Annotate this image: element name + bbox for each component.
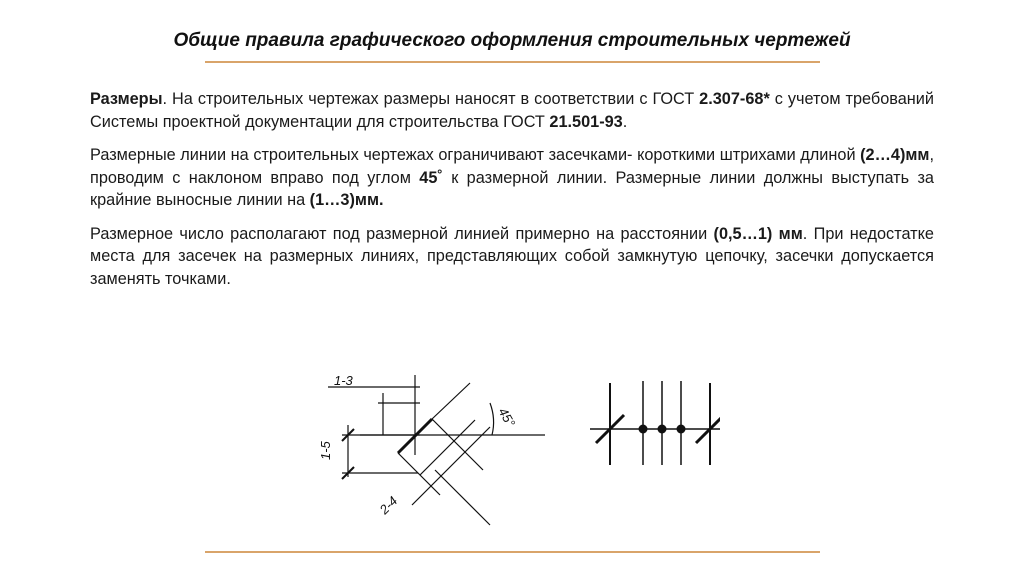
- body-text: [90, 88, 934, 301]
- paragraph-dimension-number: [90, 223, 934, 291]
- paragraph-dimensions: [90, 88, 934, 133]
- label-offset: 1-5: [318, 441, 333, 460]
- value-highlight: (2…4)мм: [860, 146, 930, 164]
- text-fragment: с учетом требований Системы проектной документации для строительства ГОСТ: [90, 90, 934, 131]
- title-divider: [205, 61, 820, 63]
- label-extension: 1-3: [334, 373, 353, 388]
- text-fragment: .: [622, 112, 628, 131]
- tick-length-dim: [435, 470, 490, 525]
- label-angle: 45°: [495, 405, 519, 430]
- tick-offset-line: [432, 419, 483, 470]
- gost-number: 2.307-68*: [699, 90, 770, 108]
- chain-dot: [639, 425, 648, 434]
- gost-number: 21.501-93: [549, 112, 623, 131]
- tick-length-line: [420, 420, 475, 475]
- chain-dots: [639, 425, 686, 434]
- chain-dot: [658, 425, 667, 434]
- text-fragment: Размерные линии на строительных чертежах ограничивают засечками- короткими штрихами длиной: [90, 146, 861, 164]
- term-dimensions: Размеры: [90, 90, 163, 108]
- dimension-illustration: [300, 365, 720, 550]
- value-highlight: 45˚: [419, 168, 443, 187]
- page-title: Общие правила графического оформления строительных чертежей: [173, 30, 851, 51]
- text-fragment: . На строительных чертежах размеры наносят в соответствии с ГОСТ: [162, 90, 700, 108]
- angle-ray: [432, 383, 470, 419]
- value-highlight: (0,5…1) мм: [713, 224, 803, 243]
- angle-arc: [490, 403, 494, 435]
- value-highlight: (1…3)мм.: [309, 191, 384, 209]
- label-tick: 2-4: [376, 493, 401, 518]
- text-fragment: к размерной линии. Размерные линии должны выступать за крайние выносные линии на: [90, 168, 934, 209]
- text-fragment: , проводим с наклоном вправо под углом: [90, 146, 934, 187]
- chain-dot: [677, 425, 686, 434]
- text-fragment: . При недостатке места для засечек на размерных линиях, представляющих собой замкнутую цепочку, засечки допускается заменять точками.: [90, 224, 934, 288]
- tick-figure: [328, 375, 545, 525]
- footer-divider: [205, 551, 820, 553]
- tick-offset-line: [398, 453, 440, 495]
- text-fragment: Размерное число располагают под размерной линией примерно на расстоянии: [90, 224, 714, 243]
- paragraph-dimension-lines: [90, 144, 934, 212]
- chain-figure: [590, 381, 720, 465]
